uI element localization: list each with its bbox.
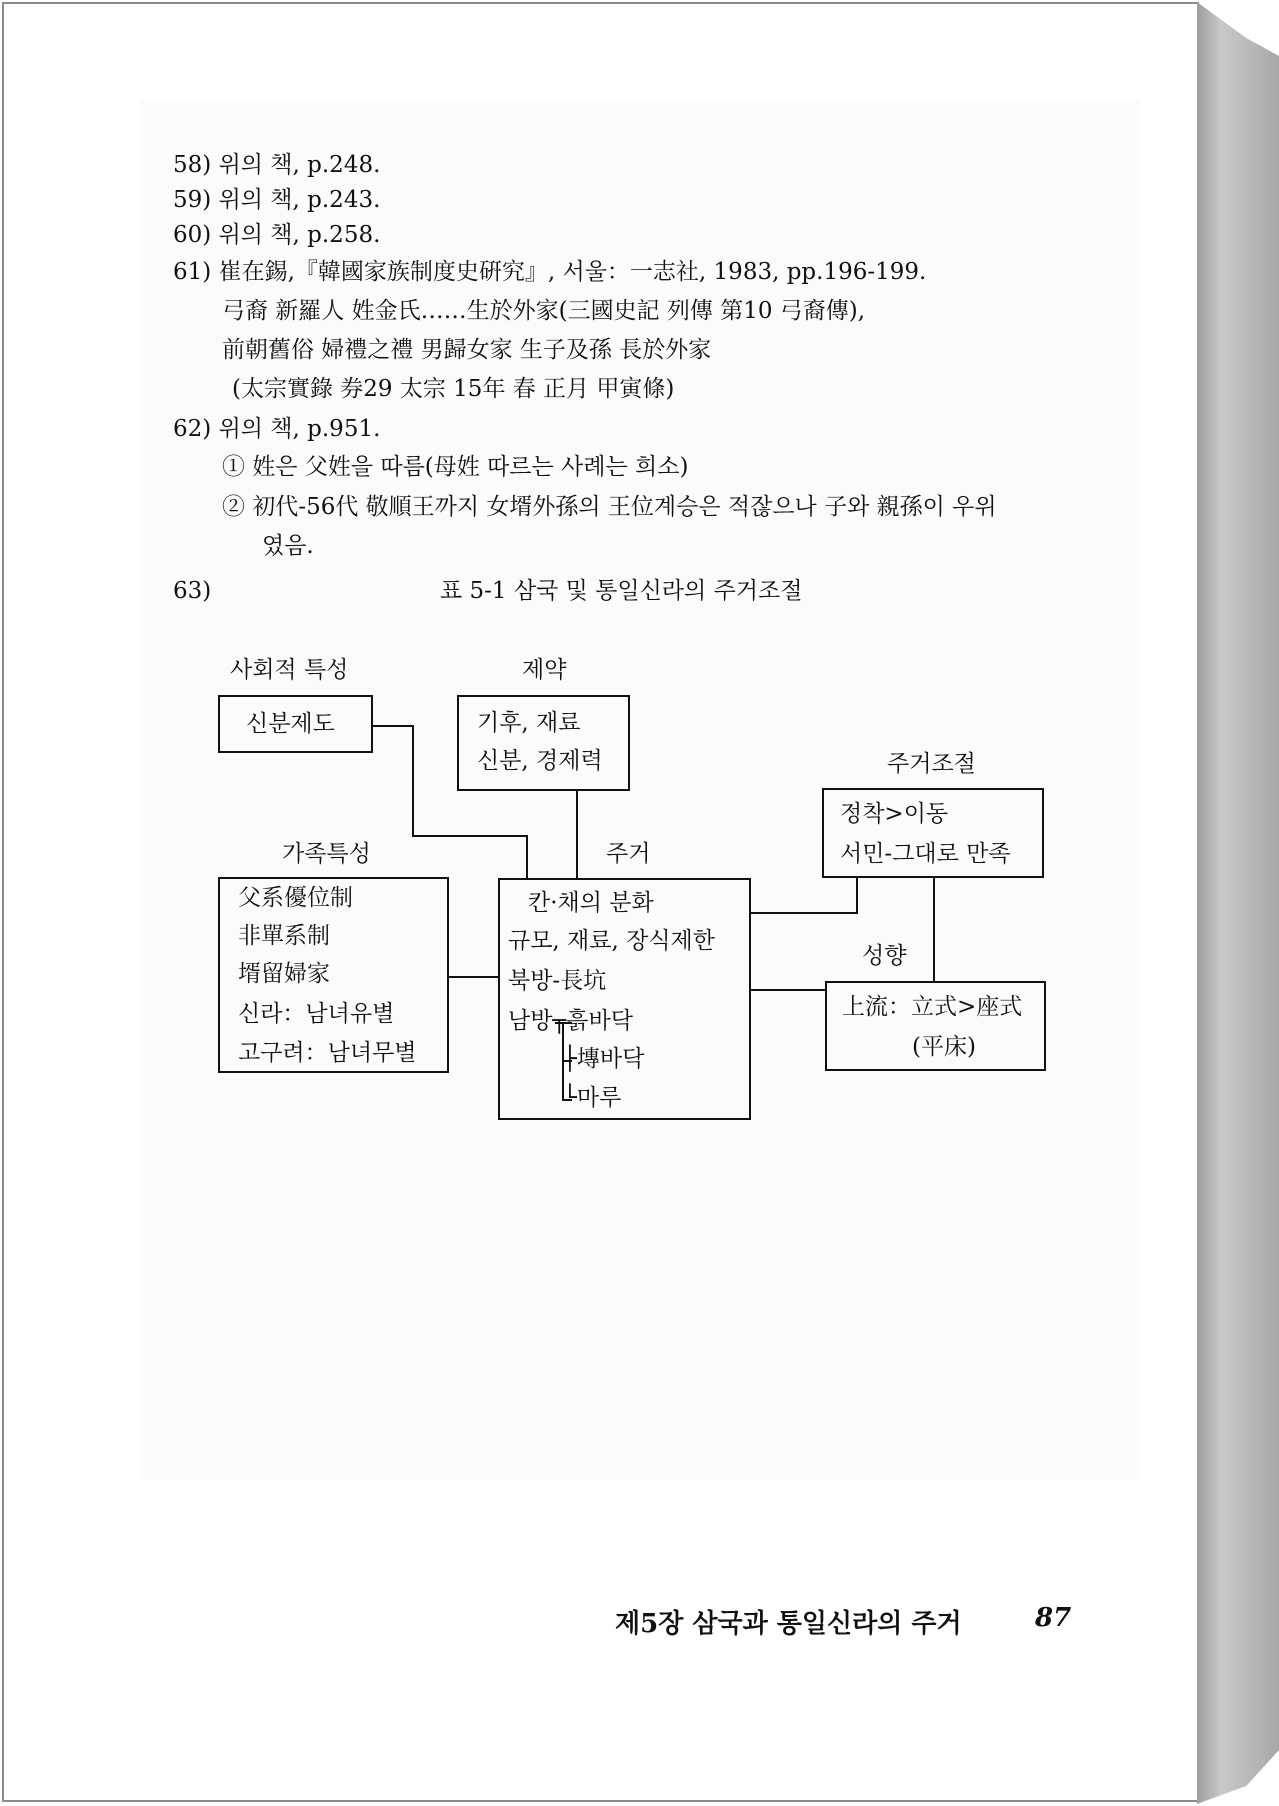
- housing-line-1: 칸·채의 분화: [528, 890, 654, 916]
- family-line-1: 父系優位制: [238, 885, 353, 911]
- social-line-1: 신분제도: [246, 711, 335, 737]
- social-box: [218, 695, 373, 753]
- table-caption: 표 5-1 삼국 및 통일신라의 주거조절: [440, 578, 803, 604]
- tendency-line-2: (平床): [912, 1034, 976, 1060]
- adjust-line-1: 정착>이동: [840, 801, 949, 827]
- note-63: 63): [173, 578, 212, 604]
- tendency-line-1: 上流：立式>座式: [842, 994, 1023, 1020]
- note-59: 59) 위의 책, p.243.: [173, 187, 381, 213]
- tendency-label: 성향: [862, 943, 907, 969]
- chapter-footer: 제5장 삼국과 통일신라의 주거: [615, 1609, 962, 1639]
- note-61-line-4: (太宗實錄 券29 太宗 15年 春 正月 甲寅條): [232, 376, 675, 402]
- family-line-2: 非單系制: [238, 923, 330, 949]
- family-line-3: 壻留婦家: [238, 961, 330, 987]
- housing-line-4: 남방┬흙바닥: [508, 1008, 633, 1034]
- constraint-box: [457, 695, 630, 791]
- housing-line-5: ├塼바닥: [563, 1046, 645, 1072]
- housing-line-2: 규모, 재료, 장식제한: [508, 928, 715, 954]
- note-62-item-1: ① 姓은 父姓을 따름(母姓 따르는 사례는 희소): [222, 454, 689, 480]
- housing-line-6: └마루: [563, 1085, 622, 1111]
- note-61-line-2: 弓裔 新羅人 姓金氏……生於外家(三國史記 列傳 第10 弓裔傳),: [222, 298, 866, 324]
- constraint-line-2: 신분, 경제력: [477, 748, 603, 774]
- note-61: 61) 崔在錫,『韓國家族制度史硏究』, 서울：一志社, 1983, pp.196-199.: [173, 259, 927, 285]
- note-58: 58) 위의 책, p.248.: [173, 152, 381, 178]
- family-box: [218, 877, 449, 1073]
- note-60: 60) 위의 책, p.258.: [173, 222, 381, 248]
- family-line-4: 신라：남녀유별: [238, 1001, 395, 1027]
- housing-label: 주거: [606, 841, 651, 867]
- constraint-line-1: 기후, 재료: [477, 710, 581, 736]
- note-62: 62) 위의 책, p.951.: [173, 416, 381, 442]
- family-label: 가족특성: [282, 841, 371, 867]
- constraint-label: 제약: [522, 657, 567, 683]
- adjust-box: [822, 788, 1044, 878]
- tendency-box: [825, 981, 1046, 1071]
- note-61-line-3: 前朝舊俗 婦禮之禮 男歸女家 生子及孫 長於外家: [222, 337, 712, 363]
- page-number: 87: [1035, 1603, 1072, 1633]
- housing-box: [498, 878, 751, 1120]
- book-spine: [1197, 2, 1279, 1804]
- housing-line-3: 북방-長坑: [508, 968, 607, 994]
- note-62-item-2-cont: 였음.: [262, 533, 314, 559]
- family-line-5: 고구려：남녀무별: [238, 1040, 417, 1066]
- note-62-item-2: ② 初代-56代 敬順王까지 女壻外孫의 王位계승은 적잖으나 子와 親孫이 우위: [222, 494, 997, 520]
- adjust-label: 주거조절: [887, 751, 976, 777]
- social-label: 사회적 특성: [230, 657, 349, 683]
- adjust-line-2: 서민-그대로 만족: [840, 841, 1011, 867]
